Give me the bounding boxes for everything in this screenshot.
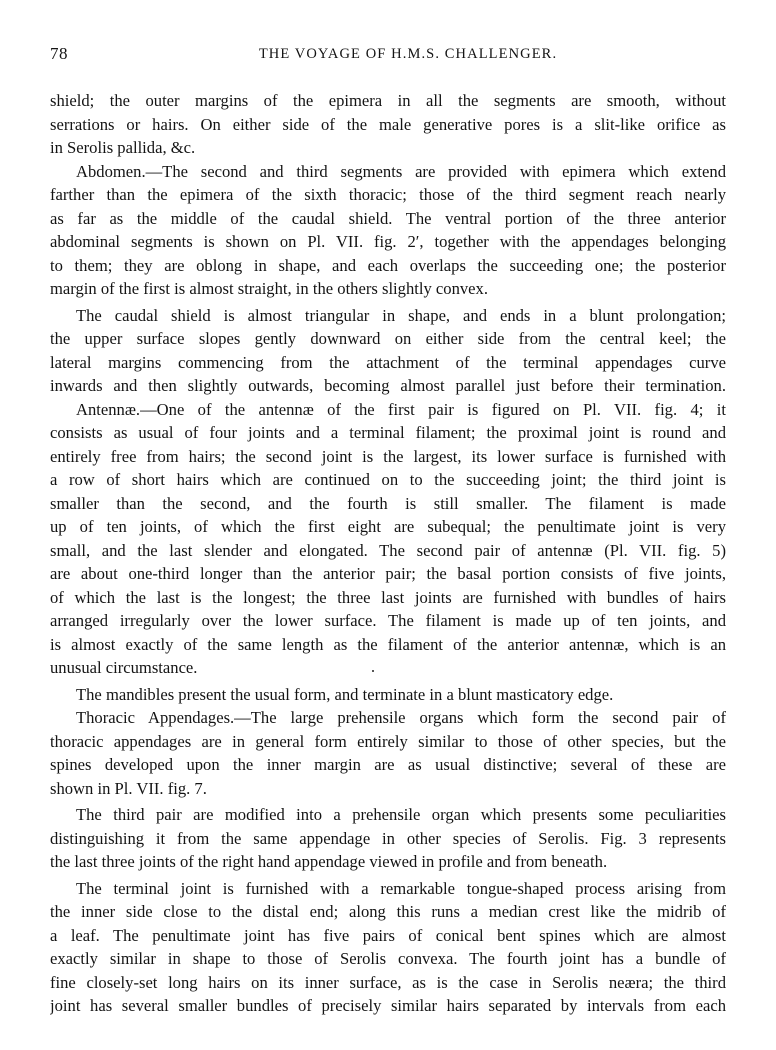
text-line: are about one-third longer than the anterior pair; the basal portion consists of five joints, [50, 564, 726, 583]
text-line: the upper surface slopes gently downward on either side from the central keel; the [50, 329, 726, 348]
text-line: Antennæ.—One of the antennæ of the first pair is figured on Pl. VII. fig. 4; it [76, 399, 726, 419]
text-line: entirely free from hairs; the second joint is the largest, its lower surface is furnished with [50, 446, 726, 466]
text-line: The mandibles present the usual form, and terminate in a blunt masticatory edge. [76, 684, 614, 704]
page-header [50, 44, 726, 68]
text-line: a row of short hairs which are continued on to the succeeding joint; the third joint is [50, 470, 726, 489]
text-line: a leaf. The penultimate joint has five pairs of conical bent spines which are almost [50, 925, 726, 945]
text-line: The third pair are modified into a prehensile organ which presents some peculiarities [76, 805, 726, 824]
print-speck [372, 670, 374, 672]
text-line: spines developed upon the inner margin are as usual distinctive; several of these are [50, 755, 726, 774]
text-line: in Serolis pallida, &c. [50, 138, 196, 157]
text-line: margin of the first is almost straight, in the others slightly convex. [50, 279, 488, 298]
text-line: is almost exactly of the same length as the filament of the anterior antennæ, which is an [50, 634, 726, 654]
text-line: arranged irregularly over the lower surface. The filament is made up of ten joints, and [50, 611, 726, 630]
text-line: to them; they are oblong in shape, and each overlaps the succeeding one; the posterior [50, 255, 726, 275]
text-line: shown in Pl. VII. fig. 7. [50, 778, 207, 798]
text-line: The caudal shield is almost triangular in shape, and ends in a blunt prolongation; [76, 305, 726, 325]
text-line: Thoracic Appendages.—The large prehensile organs which form the second pair of [76, 708, 726, 727]
text-line: thoracic appendages are in general form entirely similar to those of other species, but the [50, 731, 726, 751]
text-line: serrations or hairs. On either side of the male generative pores is a slit-like orifice as [50, 114, 726, 134]
body-text [50, 89, 726, 1018]
text-line: The terminal joint is furnished with a remarkable tongue-shaped process arising from [76, 878, 726, 898]
text-line: up of ten joints, of which the first eight are subequal; the penultimate joint is very [50, 517, 726, 536]
text-line: Abdomen.—The second and third segments are provided with epimera which extend [76, 161, 726, 181]
text-line: shield; the outer margins of the epimera in all the segments are smooth, without [50, 91, 726, 110]
text-line: the inner side close to the distal end; along this runs a median crest like the midrib of [50, 902, 726, 921]
text-line: as far as the middle of the caudal shield. The ventral portion of the three anterior [50, 208, 726, 228]
text-line: unusual circumstance. [50, 658, 198, 677]
text-line: abdominal segments is shown on Pl. VII. fig. 2′, together with the appendages belonging [50, 232, 726, 251]
text-line: inwards and then slightly outwards, becoming almost parallel just before their termination. [50, 376, 726, 395]
text-line: farther than the epimera of the sixth thoracic; those of the third segment reach nearly [50, 185, 726, 204]
running-title: THE VOYAGE OF H.M.S. CHALLENGER. [258, 46, 558, 62]
text-line: lateral margins commencing from the attachment of the terminal appendages curve [50, 352, 726, 372]
page-number: 78 [50, 44, 68, 63]
text-line: small, and the last slender and elongated. The second pair of antennæ (Pl. VII. fig. 5) [50, 540, 726, 560]
text-line: smaller than the second, and the fourth is still smaller. The filament is made [50, 493, 726, 513]
text-line: of which the last is the longest; the three last joints are furnished with bundles of hairs [50, 587, 726, 607]
text-line: consists as usual of four joints and a terminal filament; the proximal joint is round and [50, 423, 726, 442]
text-line: exactly similar in shape to those of Serolis convexa. The fourth joint has a bundle of [50, 949, 726, 968]
text-line: the last three joints of the right hand appendage viewed in profile and from beneath. [50, 852, 608, 871]
text-line: fine closely-set long hairs on its inner surface, as is the case in Serolis neæra; the third [50, 972, 726, 992]
text-line: joint has several smaller bundles of precisely similar hairs separated by intervals from each [50, 996, 726, 1015]
text-line: distinguishing it from the same appendage in other species of Serolis. Fig. 3 represents [50, 828, 726, 848]
